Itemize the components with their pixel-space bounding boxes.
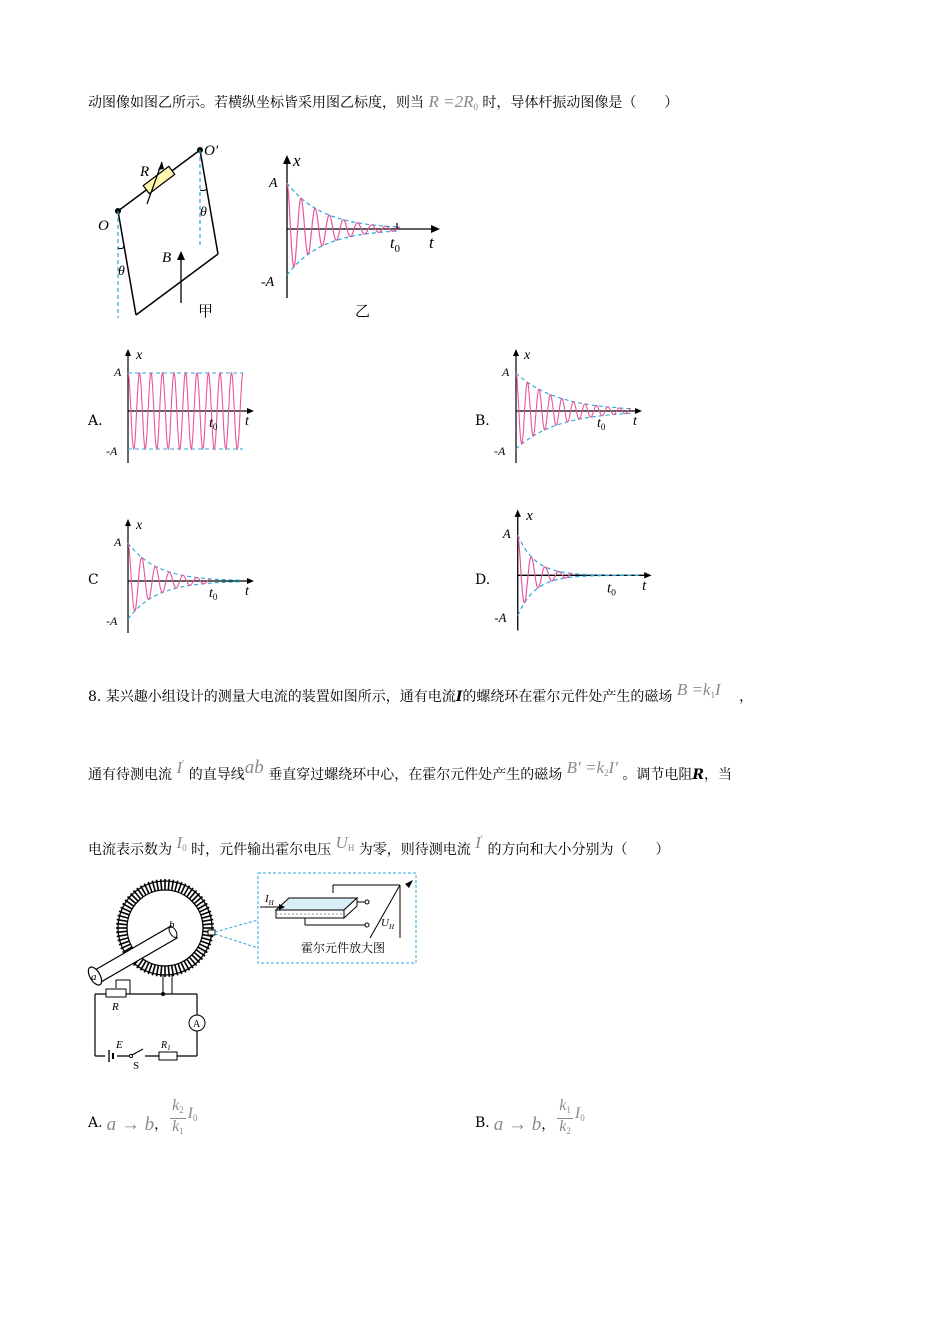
question-8-line-3	[88, 830, 670, 860]
formula-mid: =2R	[443, 92, 474, 111]
axis-x-arrow	[125, 349, 131, 356]
question-7-tail	[88, 92, 678, 117]
option-A-label[interactable]: A.	[88, 413, 103, 429]
label-IH: $I_H$	[265, 893, 274, 907]
label-A: A	[269, 176, 278, 191]
hall-element-small	[208, 930, 215, 935]
text: 动图像如图乙所示。若横纵坐标皆采用图乙标度，则当	[88, 95, 424, 111]
label-negA: -A	[494, 611, 507, 626]
label-t0: $t_0$	[390, 235, 400, 255]
envelope-top	[516, 373, 631, 409]
label-t0: $t_0$	[209, 586, 218, 602]
fraction: $\frac{k_1}{k_2}$	[559, 1097, 571, 1136]
axis-label-t: t	[642, 578, 647, 595]
text: 的方向和大小分别为（ ）	[487, 842, 670, 858]
axis-x-arrow	[125, 519, 131, 526]
caption-hall: 霍尔元件放大图	[301, 941, 386, 955]
text: 8. 某兴趣小组设计的测量大电流的装置如图所示，通有电流	[88, 689, 456, 705]
rheostat-R	[106, 989, 126, 997]
label-t0: $t_0$	[597, 416, 606, 432]
oscillation-curve	[516, 373, 631, 444]
text: 的螺绕环在霍尔元件处产生的磁场	[462, 689, 673, 705]
label-t0: $t_0$	[607, 580, 616, 599]
direction: a → b	[493, 1113, 542, 1135]
label-negA: -A	[494, 444, 506, 458]
direction: a → b	[106, 1113, 155, 1135]
option-C-label[interactable]: C	[88, 572, 99, 588]
axis-label-x: x	[136, 348, 143, 363]
text: 时，导体杆振动图像是（ ）	[482, 95, 679, 111]
hall-plate-top	[276, 898, 357, 910]
label-ammeter: A	[193, 1019, 201, 1030]
figure-yi	[255, 150, 445, 325]
label-S: S	[133, 1060, 140, 1072]
label-a: a	[91, 971, 97, 983]
envelope-bottom	[516, 413, 631, 449]
fraction: $\frac{k_2}{k_1}$	[172, 1097, 184, 1136]
rail-left	[118, 211, 136, 315]
formula-R	[428, 92, 478, 111]
label-theta-right: θ	[200, 205, 207, 220]
I0: $I_0$	[187, 1104, 198, 1123]
text: ，当	[704, 767, 733, 783]
label-negA: -A	[106, 614, 118, 628]
UH-arrow	[370, 885, 400, 938]
label-A: A	[502, 527, 511, 542]
var-Iprime: I′	[176, 758, 185, 777]
q8-option-B[interactable]: B. a → b ， $\frac{k_1}{k_2}$ $I_0$	[475, 1098, 585, 1139]
label-E: E	[116, 1039, 123, 1051]
text: 时，元件输出霍尔电压	[191, 842, 332, 858]
question-8-line-1	[88, 680, 753, 707]
text: 电流表示数为	[88, 842, 172, 858]
formula-Bprime: $B' =k_2I'$	[566, 758, 618, 778]
I0: $I_0$	[574, 1104, 585, 1123]
axis-label-t: t	[429, 233, 434, 252]
option-C-graph[interactable]	[100, 515, 260, 637]
text: 的直导线	[188, 767, 245, 783]
envelope-bottom	[287, 231, 400, 275]
zoom-line-bottom	[215, 934, 258, 948]
caption-yi: 乙	[355, 304, 371, 320]
oscillation-curve	[518, 535, 573, 603]
formula-lhs: R	[428, 92, 439, 111]
label-negA: -A	[106, 444, 118, 458]
var-Iprime-2: I′	[475, 833, 484, 852]
axis-label-t: t	[245, 414, 249, 429]
label-A: A	[114, 535, 122, 549]
option-A-graph[interactable]	[100, 345, 260, 467]
label-UH: $U_H$	[381, 917, 395, 931]
text: ，	[739, 689, 754, 705]
oscillation-curve	[128, 543, 211, 611]
label-R1: $R_1$	[161, 1040, 171, 1052]
label-negA: -A	[261, 275, 275, 290]
option-B-label[interactable]: B.	[475, 413, 490, 429]
formula-sub: 0	[473, 102, 478, 112]
caption-jia: 甲	[198, 304, 214, 320]
formula-sub: 1	[710, 690, 715, 700]
text: 。调节电阻	[622, 767, 693, 783]
oscillation-curve	[287, 183, 400, 267]
axis-label-x: x	[526, 508, 533, 525]
label-B: B	[162, 250, 172, 266]
axis-x-arrow	[513, 349, 519, 356]
envelope-bottom	[128, 582, 243, 619]
formula-text: B =k	[676, 680, 711, 699]
label-O: O	[98, 218, 109, 234]
formula-B	[677, 680, 721, 699]
label-R: R	[140, 164, 150, 180]
var-I0: $I_0$	[176, 833, 187, 853]
var-I: I	[455, 689, 463, 705]
figure-q8	[75, 868, 425, 1072]
var-ab: ab	[244, 757, 264, 778]
question-8-line-2	[88, 755, 732, 785]
text: 通有待测电流	[88, 767, 172, 783]
label-t0: $t_0$	[209, 416, 218, 432]
option-label: B.	[475, 1114, 490, 1131]
text: 为零，则待测电流	[358, 842, 471, 858]
var-UH: $U_H$	[335, 833, 355, 853]
label-A: A	[114, 365, 122, 379]
option-label: A.	[88, 1114, 103, 1131]
axis-label-x: x	[524, 348, 531, 363]
label-R-rheostat: R	[112, 1001, 119, 1013]
q8-option-A[interactable]: A. a → b ， $\frac{k_2}{k_1}$ $I_0$	[88, 1098, 198, 1139]
label-A: A	[502, 365, 510, 379]
envelope-top	[128, 543, 243, 580]
axis-label-t: t	[633, 414, 637, 429]
axis-label-t: t	[245, 584, 249, 599]
axis-label-x: x	[293, 151, 301, 170]
label-theta-left: θ	[118, 264, 125, 279]
axis-x-arrow	[515, 509, 521, 516]
figure-jia	[90, 138, 240, 323]
label-b: b	[169, 919, 175, 931]
text: 垂直穿过螺绕环中心，在霍尔元件处产生的磁场	[268, 767, 563, 783]
option-D-label[interactable]: D.	[475, 572, 491, 588]
zoom-line-top	[215, 920, 258, 932]
label-Oprime: O′	[204, 143, 219, 159]
rail-right	[200, 150, 218, 254]
var-R: R	[692, 767, 705, 783]
option-D-graph[interactable]	[488, 505, 658, 635]
resistor-R1	[159, 1052, 177, 1060]
axis-label-x: x	[136, 518, 143, 533]
formula-I: I	[714, 680, 721, 699]
envelope-top	[518, 535, 640, 575]
option-B-graph[interactable]	[488, 345, 648, 467]
